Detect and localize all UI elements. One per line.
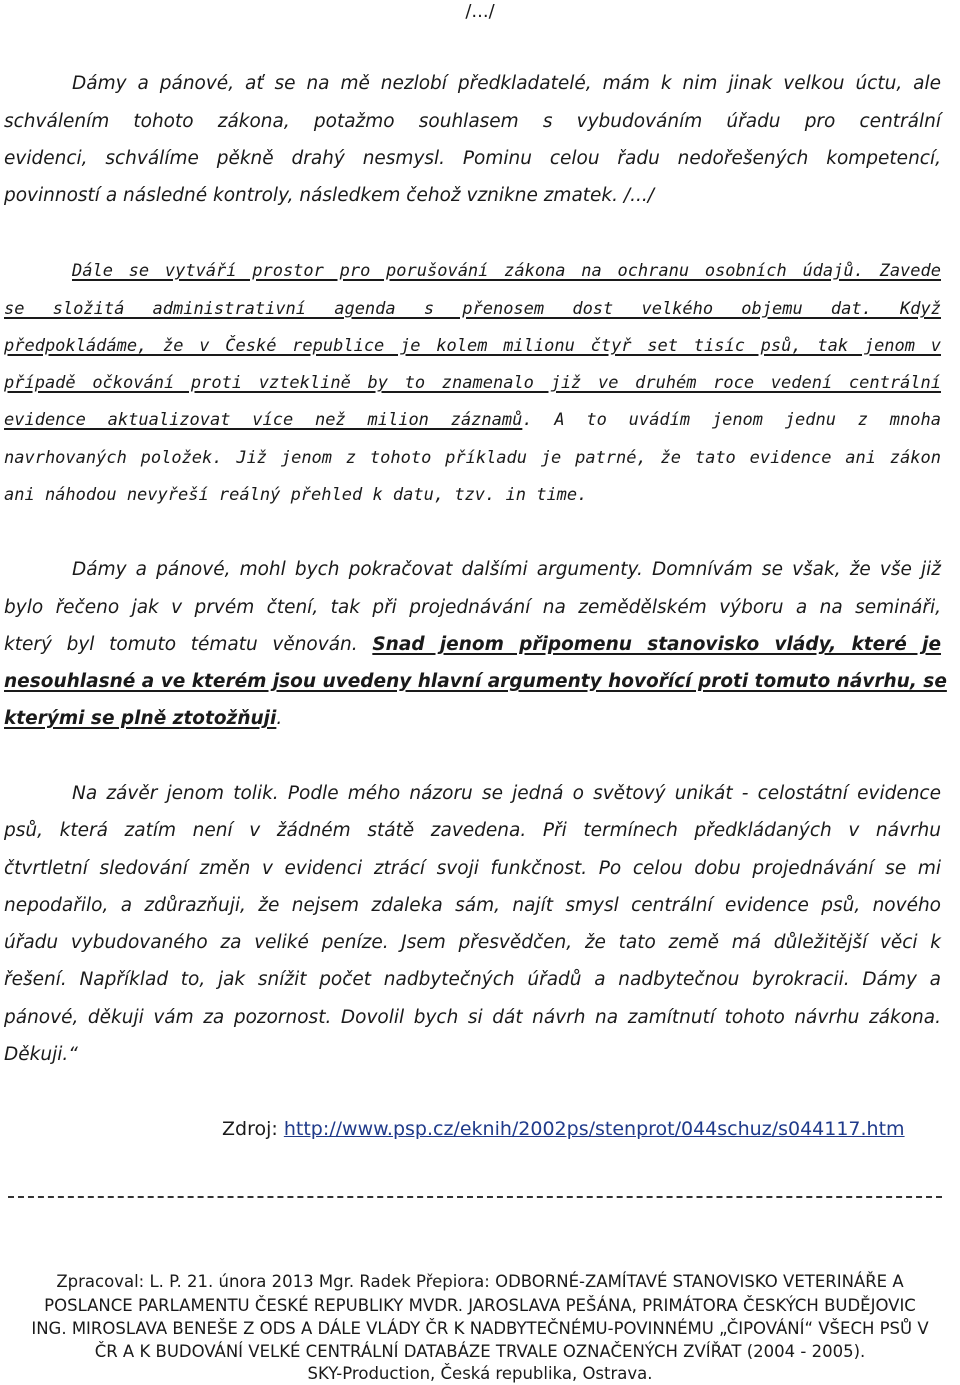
text-line: nepodařilo, a zdůrazňuji, že nejsem zdaleka sám, najít smysl centrální evidence psů, nového [4,895,941,916]
underlined-phrase: kterými se plně ztotožňuji [4,708,277,729]
underlined-phrase: evidence aktualizovat více než milion záznamů [4,410,523,430]
text-line: ani náhodou nevyřeší reálný přehled k datu, tzv. in time. [4,485,588,505]
text-line [4,408,941,432]
text-line: psů, která zatím není v žádném státě zavedena. Při termínech předkládaných v návrhu [4,820,941,841]
footer-line: SKY-Production, Česká republika, Ostrava. [307,1364,653,1383]
text-line: Dámy a pánové, mohl bych pokračovat dalšími argumenty. Domnívám se však, že vše již [72,559,941,580]
text-line [4,633,941,657]
text-line: čtvrtletní sledování změn v evidenci ztrácí svoji funkčnost. Po celou dobu projednávání se mi [4,858,941,879]
text-span: který byl tomuto tématu věnován. [4,634,373,655]
footer-line: ING. MIROSLAVA BENEŠE Z ODS A DÁLE VLÁDY ČR K NADBYTEČNÉMU-POVINNÉMU „ČIPOVÁNÍ“ VŠECH PSŮ V [31,1319,929,1338]
text-line: Dále se vytváří prostor pro porušování zákona na ochranu osobních údajů. Zavede [72,261,941,281]
text-line: pánové, děkuji vám za pozornost. Dovolil bych si dát návrh na zamítnutí tohoto návrhu zákona. [4,1007,941,1028]
text-line: Dámy a pánové, ať se na mě nezlobí předkladatelé, mám k nim jinak velkou úctu, ale [72,73,941,94]
text-line: evidenci, schválíme pěkně drahý nesmysl. Pominu celou řadu nedořešených kompetencí, [4,148,941,169]
text-span: . [276,708,283,729]
text-line [4,707,941,731]
text-line: povinností a následné kontroly, následkem čehož vznikne zmatek. /.../ [4,185,655,206]
footer-line: ČR A K BUDOVÁNÍ VELKÉ CENTRÁLNÍ DATABÁZE TRVALE OZNAČENÝCH ZVÍŘAT (2004 - 2005). [94,1342,866,1361]
underlined-phrase: Snad jenom připomenu stanovisko vlády, které je [372,634,941,655]
source-link[interactable]: http://www.psp.cz/eknih/2002ps/stenprot/044schuz/s044117.htm [283,1118,905,1140]
text-line: navrhovaných položek. Již jenom z tohoto příkladu je patrné, že tato evidence ani zákon [4,448,941,468]
text-line: nesouhlasné a ve kterém jsou uvedeny hlavní argumenty hovořící proti tomuto návrhu, se [4,671,947,692]
text-line: schválením tohoto zákona, potažmo souhlasem s vybudováním úřadu pro centrální [4,111,941,132]
text-line: Na závěr jenom tolik. Podle mého názoru se jedná o světový unikát - celostátní evidence [72,783,941,804]
text-line: úřadu vybudovaného za veliké peníze. Jsem přesvědčen, že tato země má důležitější věci k [4,932,941,953]
text-span: . A to uvádím jenom jednu z mnoha [522,410,941,430]
omission-marker: /.../ [465,1,495,22]
text-line: Děkuji.“ [4,1044,78,1065]
dashed-divider [8,1196,942,1198]
text-line: předpokládáme, že v České republice je kolem milionu čtyř set tisíc psů, tak jenom v [4,336,941,356]
footer-line: Zpracoval: L. P. 21. února 2013 Mgr. Radek Přepiora: ODBORNÉ-ZAMÍTAVÉ STANOVISKO VETERINÁŘE A [56,1272,904,1291]
text-line: případě očkování proti vzteklině by to znamenalo již ve druhém roce vedení centrální [4,373,941,393]
source-label: Zdroj: [222,1118,284,1140]
text-line: se složitá administrativní agenda s přenosem dost velkého objemu dat. Když [4,299,941,319]
text-line: bylo řečeno jak v prvém čtení, tak při projednávání na zemědělském výboru a na semináři, [4,597,941,618]
footer-line: POSLANCE PARLAMENTU ČESKÉ REPUBLIKY MVDR. JAROSLAVA PEŠÁNA, PRIMÁTORA ČESKÝCH BUDĚJOVIC [44,1296,916,1315]
source-citation [222,1117,905,1141]
text-line: řešení. Například to, jak snížit počet nadbytečných úřadů a nadbytečnou byrokracii. Dámy a [4,969,941,990]
